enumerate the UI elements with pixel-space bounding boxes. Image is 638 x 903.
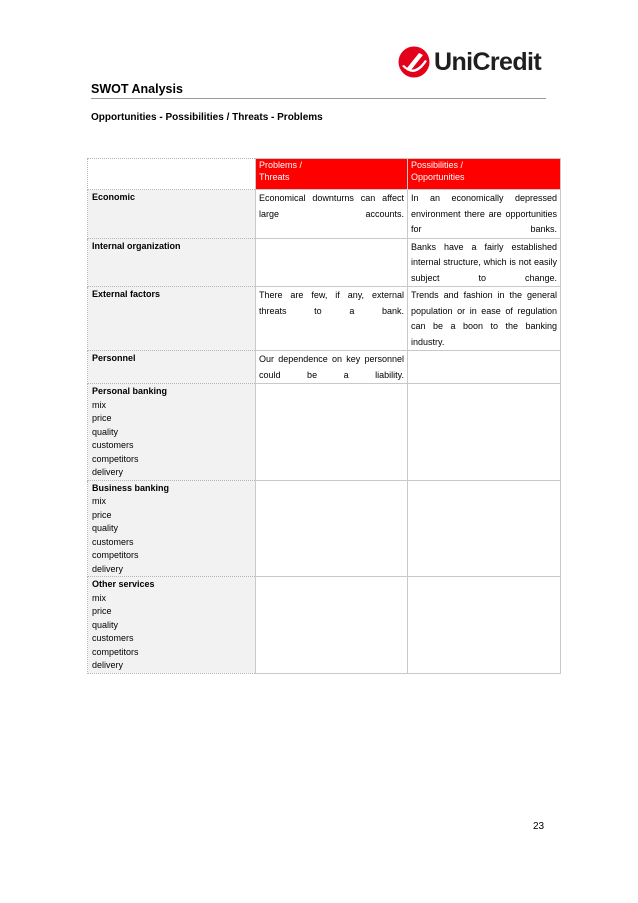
table-row — [88, 480, 561, 577]
list-item: competitors — [92, 646, 139, 657]
cell-possibilities: In an economically depressed environment there are opportunities for banks. — [408, 190, 561, 239]
list-item: quality — [92, 523, 119, 533]
list-item: competitors — [92, 453, 139, 464]
table-row — [88, 384, 561, 481]
logo-wordmark: UniCredit — [434, 48, 542, 76]
header-rule — [91, 98, 546, 99]
table-row — [88, 351, 561, 384]
row-label-personnel — [88, 351, 256, 384]
list-item: mix — [92, 496, 106, 506]
row-label-internal-organization — [88, 238, 256, 287]
list-item: delivery — [92, 563, 124, 574]
table-row — [88, 577, 561, 674]
header-problems-line2: Threats — [259, 171, 290, 182]
header-possibilities-line1: Possibilities / — [411, 160, 464, 170]
list-item: customers — [92, 536, 134, 547]
page-number: 23 — [533, 821, 545, 832]
cell-possibilities: Banks have a fairly established internal structure, which is not easily subject to change. — [408, 238, 561, 287]
cell-possibilities — [408, 384, 561, 481]
list-item: mix — [92, 592, 106, 603]
list-item: quality — [92, 426, 119, 437]
row-label-text: Other services — [92, 579, 155, 589]
list-item: delivery — [92, 660, 124, 670]
row-label-external-factors — [88, 287, 256, 351]
cell-possibilities — [408, 480, 561, 577]
cell-problems — [256, 577, 408, 674]
list-item: quality — [92, 619, 119, 630]
list-item: mix — [92, 399, 106, 410]
row-label-business-banking — [88, 480, 256, 577]
table-row — [88, 287, 561, 351]
row-label-other-services — [88, 577, 256, 674]
list-item: delivery — [92, 467, 124, 477]
section-title: Opportunities - Possibilities / Threats - Problems — [91, 112, 323, 123]
row-label-text: Business banking — [92, 482, 170, 493]
unicredit-logo — [398, 46, 548, 78]
header-problems-threats — [256, 159, 408, 190]
unicredit-logo-icon — [398, 46, 430, 78]
cell-problems — [256, 238, 408, 287]
header-problems-line1: Problems / — [259, 160, 303, 170]
cell-possibilities — [408, 351, 561, 384]
list-item: competitors — [92, 550, 139, 560]
table-row — [88, 190, 561, 239]
list-item: customers — [92, 440, 134, 450]
row-label-text: Internal organization — [92, 240, 181, 251]
cell-problems: Our dependence on key personnel could be a liability. — [256, 351, 408, 384]
list-item: price — [92, 606, 112, 616]
cell-possibilities — [408, 577, 561, 674]
row-label-economic — [88, 190, 256, 239]
header-blank-cell — [88, 159, 256, 190]
row-label-text: Personal banking — [92, 386, 168, 396]
swot-table — [87, 158, 561, 674]
cell-problems: Economical downturns can affect large accounts. — [256, 190, 408, 239]
list-item: customers — [92, 633, 134, 643]
header-possibilities-opportunities — [408, 159, 561, 190]
list-item: price — [92, 509, 112, 520]
row-label-text: Economic — [92, 192, 136, 202]
header-possibilities-line2: Opportunities — [411, 171, 465, 182]
list-item: price — [92, 413, 112, 423]
table-row — [88, 238, 561, 287]
cell-problems: There are few, if any, external threats to a bank. — [256, 287, 408, 351]
document-title: SWOT Analysis — [91, 82, 183, 96]
cell-problems — [256, 384, 408, 481]
cell-problems — [256, 480, 408, 577]
row-label-text: Personnel — [92, 353, 136, 363]
cell-possibilities: Trends and fashion in the general population or in ease of regulation can be a boon to the banking industry. — [408, 287, 561, 351]
row-label-personal-banking — [88, 384, 256, 481]
row-label-text: External factors — [92, 289, 161, 299]
table-header-row — [88, 159, 561, 190]
